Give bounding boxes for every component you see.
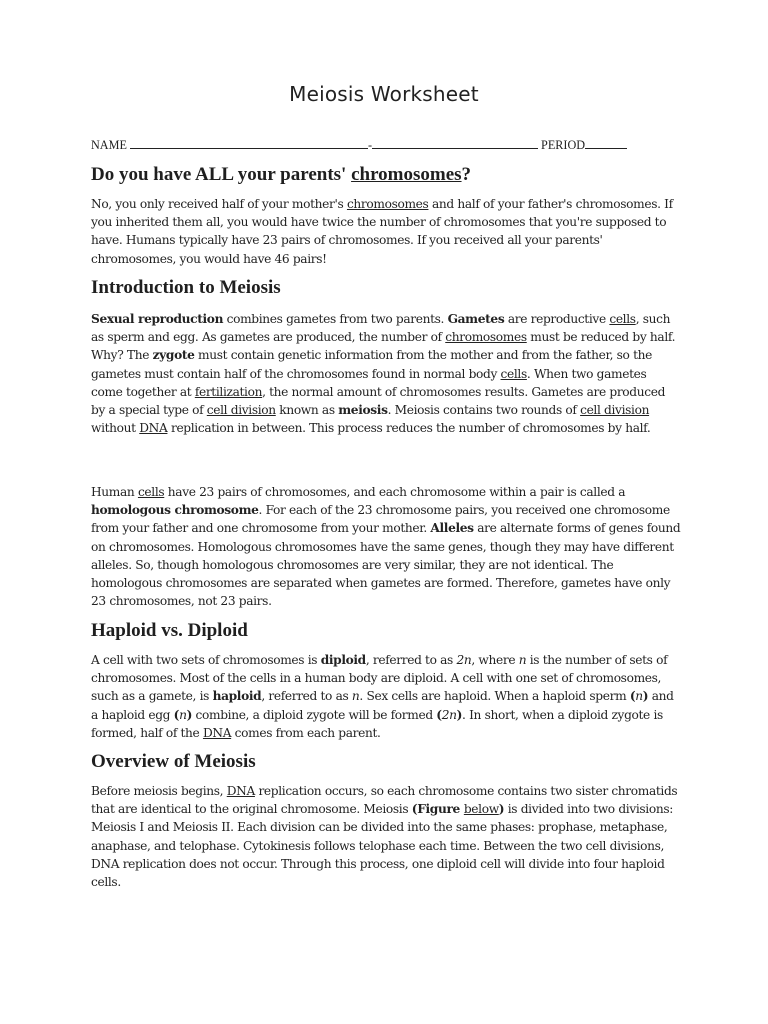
text: combines gametes from two parents.	[223, 312, 448, 326]
section-overview-meiosis	[91, 751, 681, 773]
text: , referred to as	[365, 653, 457, 667]
text: . In short, when a diploid zygote is formed, half of the	[91, 707, 663, 740]
text: have 23 pairs of chromosomes, and each chromosome within a pair is called a	[164, 485, 626, 499]
text: No, you only received half of your mother's	[91, 197, 347, 211]
text: must contain genetic information from the mother and from the father, so the gametes must contain half of the chromosomes found in normal body	[91, 348, 652, 381]
paren: )	[642, 689, 649, 704]
term-alleles: Alleles	[430, 521, 474, 536]
figure-ref: (Figure	[411, 802, 464, 817]
paren: (	[173, 707, 180, 722]
text: are alternate forms of genes found on chromosomes. Homologous chromosomes have the same genes, though they may have different alleles. So, though homologous chromosomes are very similar, they are not identical. The homologous chromosomes are separated when gametes are formed. Therefore, gametes have only 23 chromosomes, not 23 pairs.	[91, 521, 681, 609]
text: and a haploid egg	[91, 689, 674, 722]
period-blank[interactable]	[585, 136, 627, 149]
cells-link[interactable]: cells	[137, 485, 165, 499]
text: is the number of sets of chromosomes. Most of the cells in a human body are diploid. A cell with one set of chromosomes, such as a gamete, is	[91, 653, 668, 704]
text: . Sex cells are haploid. When a haploid sperm	[359, 689, 630, 704]
paren: )	[186, 707, 192, 722]
text: , referred to as	[261, 689, 352, 704]
paragraph-parents	[91, 195, 681, 268]
text: without	[91, 421, 140, 436]
fertilization-link[interactable]: fertilization	[194, 384, 263, 399]
symbol-2n: 2n	[456, 653, 472, 667]
section-intro-meiosis	[91, 277, 681, 299]
paren: )	[456, 707, 463, 722]
figure-ref: )	[498, 802, 505, 817]
paragraph-intro-2	[91, 483, 681, 610]
dna-link[interactable]: DNA	[202, 725, 232, 740]
symbol-2n: 2n	[441, 707, 457, 722]
cell-division-link[interactable]: cell division	[206, 403, 276, 418]
text: . When two gametes come together at	[91, 366, 647, 399]
section-heading-haploid: Haploid vs. Diploid	[91, 620, 248, 641]
term-sexual-reproduction: Sexual reproduction	[91, 312, 224, 326]
symbol-n: n	[635, 689, 643, 704]
page-title: Meiosis Worksheet	[289, 82, 479, 106]
text: A cell with two sets of chromosomes is	[91, 653, 321, 667]
section-heading-overview: Overview of Meiosis	[91, 751, 256, 772]
section-parents-chromosomes	[91, 164, 681, 186]
text: comes from each parent.	[231, 725, 381, 740]
chromosomes-link[interactable]: chromosomes	[351, 164, 462, 185]
section-heading-intro: Introduction to Meiosis	[91, 277, 281, 298]
text: replication in between. This process reduces the number of chromosomes by half.	[167, 421, 651, 436]
section-heading-parents	[91, 164, 681, 186]
text: , such as sperm and egg. As gametes are produced, the number of	[91, 312, 671, 345]
text: . Meiosis contains two rounds of	[387, 403, 581, 418]
symbol-n: n	[518, 653, 527, 667]
text: combine, a diploid zygote will be formed	[192, 707, 437, 722]
text: is divided into two divisions: Meiosis I and Meiosis II. Each division can be divided into the same phases: prophase, metaphase, anaphase, and telophase. Cytokinesis follows telophase each time. Between the two cell divisions, DNA replication does not occur. Through this process, one diploid cell will divide into four haploid cells.	[91, 802, 674, 890]
term-gametes: Gametes	[447, 312, 505, 326]
text: are reproductive	[504, 312, 610, 326]
paragraph-intro-1	[91, 310, 681, 437]
term-haploid: haploid	[212, 689, 262, 704]
term-homologous-chromosome: homologous chromosome	[91, 503, 259, 518]
text: replication occurs, so each chromosome contains two sister chromatids that are identical to the original chromosome. Meiosis	[91, 784, 678, 817]
name-period-line	[91, 136, 627, 153]
name-blank[interactable]	[130, 136, 368, 149]
paren: (	[629, 689, 636, 704]
text: , where	[471, 653, 519, 667]
term-meiosis: meiosis	[338, 403, 388, 418]
second-blank[interactable]	[372, 136, 538, 149]
text: , the normal amount of chromosomes results. Gametes are produced by a special type of	[91, 384, 666, 418]
text: Human	[91, 485, 138, 499]
heading-text: Do you have ALL your parents'	[91, 164, 352, 185]
chromosomes-link[interactable]: chromosomes	[346, 197, 429, 211]
symbol-n: n	[179, 707, 187, 722]
chromosomes-link[interactable]: chromosomes	[445, 330, 527, 345]
figure-below-link[interactable]: below	[463, 802, 499, 817]
name-dash: -	[367, 138, 372, 152]
text: Before meiosis begins,	[91, 784, 227, 798]
paren: (	[436, 707, 442, 722]
cell-division-link[interactable]: cell division	[580, 403, 650, 418]
section-haploid-diploid	[91, 620, 681, 642]
cells-link[interactable]: cells	[500, 366, 527, 381]
term-diploid: diploid	[320, 653, 366, 667]
dna-link[interactable]: DNA	[226, 784, 255, 798]
name-label: NAME	[91, 138, 127, 152]
cells-link[interactable]: cells	[609, 312, 636, 326]
dna-link[interactable]: DNA	[139, 421, 168, 436]
paragraph-overview	[91, 782, 681, 891]
heading-text: ?	[461, 164, 472, 185]
symbol-n: n	[351, 689, 360, 704]
paragraph-haploid	[91, 651, 681, 742]
period-label: PERIOD	[541, 138, 586, 152]
text: known as	[275, 403, 339, 418]
text: and half of your father's chromosomes. If you inherited them all, you would have twice the number of chromosomes that you're supposed to have. Humans typically have 23 pairs of chromosomes. If you received all your parents' chromosomes, you would have 46 pairs!	[91, 197, 673, 266]
term-zygote: zygote	[152, 348, 195, 363]
text: . For each of the 23 chromosome pairs, you received one chromosome from your father and one chromosome from your mother.	[91, 503, 670, 536]
text: must be reduced by half. Why? The	[91, 330, 676, 363]
